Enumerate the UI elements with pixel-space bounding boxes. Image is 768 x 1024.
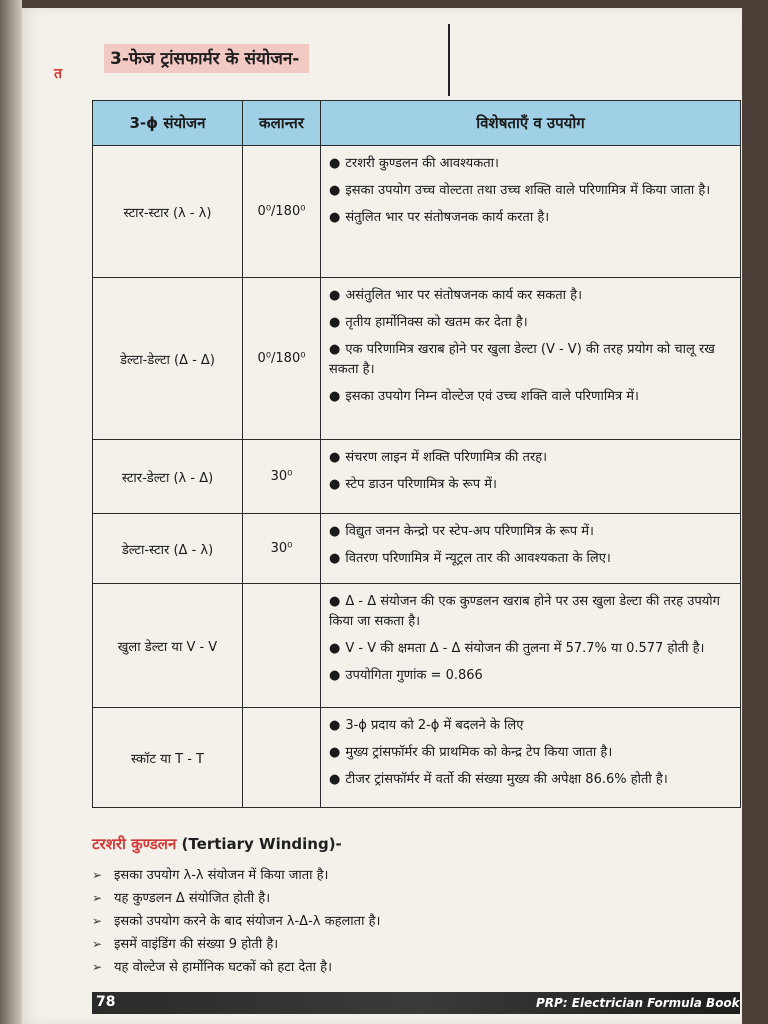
list-item: ➢ इसमें वाइंडिंग की संख्या 9 होती है।: [92, 933, 692, 956]
table-row: [93, 584, 741, 708]
phase-cell: 30⁰: [243, 514, 321, 584]
feature-item: ● Δ - Δ संयोजन की एक कुण्डलन खराब होने पर उस खुला डेल्टा की तरह उपयोग किया जा सकता है।: [329, 594, 720, 629]
header-phase-shift: कलान्तर: [243, 101, 321, 146]
feature-item: ● 3-ϕ प्रदाय को 2-ϕ में बदलने के लिए: [329, 718, 524, 733]
header-connection: 3-ϕ संयोजन: [93, 101, 243, 146]
phase-cell: 0⁰/180⁰: [243, 278, 321, 440]
arrow-pointer-icon: ➢: [92, 960, 103, 974]
bullet-dot-icon: ●: [329, 156, 341, 171]
phase-cell: 0⁰/180⁰: [243, 146, 321, 278]
bullet-dot-icon: ●: [329, 772, 341, 787]
connection-cell: डेल्टा-स्टार (Δ - λ): [93, 514, 243, 584]
table-row: [93, 514, 741, 584]
feature-item: ● V - V की क्षमता Δ - Δ संयोजन की तुलना में 57.7% या 0.577 होती है।: [329, 641, 705, 656]
connection-cell: स्टार-डेल्टा (λ - Δ): [93, 440, 243, 514]
arrow-pointer-icon: ➢: [92, 891, 103, 905]
tertiary-title-hindi: टरशरी कुण्डलन: [92, 835, 177, 853]
table-row: [93, 440, 741, 514]
book-spine-edge: [0, 0, 22, 1024]
connection-cell: डेल्टा-डेल्टा (Δ - Δ): [93, 278, 243, 440]
bullet-dot-icon: ●: [329, 210, 341, 225]
tertiary-title-english: (Tertiary Winding)-: [181, 835, 342, 853]
bullet-dot-icon: ●: [329, 594, 341, 609]
book-title: PRP: Electrician Formula Book: [536, 996, 740, 1010]
phase-cell: [243, 708, 321, 808]
bullet-dot-icon: ●: [329, 450, 341, 465]
list-item: ➢ यह कुण्डलन Δ संयोजित होती है।: [92, 887, 692, 910]
features-cell: [321, 278, 741, 440]
feature-item: ● संतुलित भार पर संतोषजनक कार्य करता है।: [329, 210, 550, 225]
header-features: विशेषताएँ व उपयोग: [321, 101, 741, 146]
bullet-dot-icon: ●: [329, 183, 341, 198]
arrow-pointer-icon: ➢: [92, 914, 103, 928]
feature-item: ● संचरण लाइन में शक्ति परिणामित्र की तरह।: [329, 450, 548, 465]
connection-cell: स्टार-स्टार (λ - λ): [93, 146, 243, 278]
bullet-dot-icon: ●: [329, 745, 341, 760]
feature-item: ● तृतीय हार्मोनिक्स को खतम कर देता है।: [329, 315, 528, 330]
list-item: ➢ यह वोल्टेज से हार्मोनिक घटकों को हटा देता है।: [92, 956, 692, 979]
bullet-dot-icon: ●: [329, 668, 341, 683]
bullet-dot-icon: ●: [329, 718, 341, 733]
bullet-dot-icon: ●: [329, 477, 341, 492]
arrow-pointer-icon: ➢: [92, 937, 103, 951]
arrow-pointer-icon: ➢: [92, 868, 103, 882]
margin-mark: त: [54, 66, 62, 82]
bullet-dot-icon: ●: [329, 389, 341, 404]
tertiary-winding-title: [92, 834, 342, 854]
connection-cell: खुला डेल्टा या V - V: [93, 584, 243, 708]
divider-line: [448, 24, 450, 96]
feature-item: ● उपयोगिता गुणांक = 0.866: [329, 668, 483, 683]
bullet-dot-icon: ●: [329, 342, 341, 357]
tertiary-points-list: [92, 864, 692, 979]
bullet-dot-icon: ●: [329, 288, 341, 303]
table-row: [93, 146, 741, 278]
feature-item: ● टरशरी कुण्डलन की आवश्यकता।: [329, 156, 499, 171]
feature-item: ● स्टेप डाउन परिणामित्र के रूप में।: [329, 477, 497, 492]
feature-item: ● इसका उपयोग निम्न वोल्टेज एवं उच्च शक्ति वाले परिणामित्र में।: [329, 389, 639, 404]
connections-table: [92, 100, 741, 808]
features-cell: [321, 708, 741, 808]
feature-item: ● टीजर ट्रांसफॉर्मर में वर्तो की संख्या मुख्य की अपेक्षा 86.6% होती है।: [329, 772, 668, 787]
feature-item: ● वितरण परिणामित्र में न्यूट्रल तार की आवश्यकता के लिए।: [329, 551, 611, 566]
features-cell: [321, 440, 741, 514]
features-cell: [321, 146, 741, 278]
table-row: [93, 708, 741, 808]
table-header-row: [93, 101, 741, 146]
phase-cell: 30⁰: [243, 440, 321, 514]
bullet-dot-icon: ●: [329, 315, 341, 330]
features-cell: [321, 584, 741, 708]
phase-cell: [243, 584, 321, 708]
list-item: ➢ इसका उपयोग λ-λ संयोजन में किया जाता है।: [92, 864, 692, 887]
feature-item: ● विद्युत जनन केन्द्रो पर स्टेप-अप परिणामित्र के रूप में।: [329, 524, 594, 539]
bullet-dot-icon: ●: [329, 641, 341, 656]
feature-item: ● मुख्य ट्रांसफॉर्मर की प्राथमिक को केन्द्र टेप किया जाता है।: [329, 745, 613, 760]
page-number: 78: [96, 994, 116, 1010]
section-title: 3-फेज ट्रांसफार्मर के संयोजन-: [104, 44, 309, 73]
bullet-dot-icon: ●: [329, 524, 341, 539]
table-row: [93, 278, 741, 440]
connection-cell: स्कॉट या T - T: [93, 708, 243, 808]
list-item: ➢ इसको उपयोग करने के बाद संयोजन λ-Δ-λ कहलाता है।: [92, 910, 692, 933]
feature-item: ● एक परिणामित्र खराब होने पर खुला डेल्टा (V - V) की तरह प्रयोग को चालू रख सकता है।: [329, 342, 715, 377]
features-cell: [321, 514, 741, 584]
feature-item: ● असंतुलित भार पर संतोषजनक कार्य कर सकता है।: [329, 288, 583, 303]
bullet-dot-icon: ●: [329, 551, 341, 566]
feature-item: ● इसका उपयोग उच्च वोल्टता तथा उच्च शक्ति वाले परिणामित्र में किया जाता है।: [329, 183, 711, 198]
